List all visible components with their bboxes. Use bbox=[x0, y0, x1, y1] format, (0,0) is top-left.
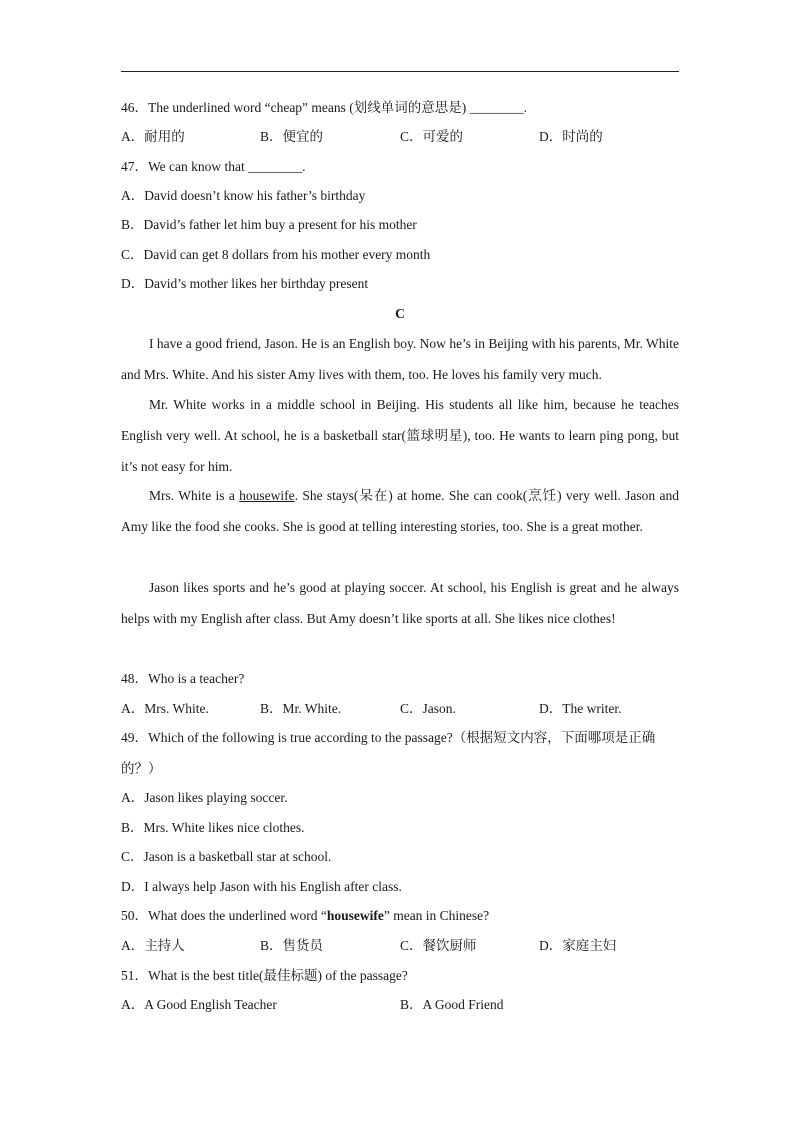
header-rule bbox=[121, 71, 679, 72]
passage-paragraph-3 bbox=[121, 480, 679, 542]
option-c[interactable]: C．可爱的 bbox=[400, 129, 464, 144]
question-47-option-a[interactable]: A．David doesn’t know his father’s birthday bbox=[121, 188, 366, 203]
question-47-stem: 47．We can know that ________. bbox=[121, 159, 306, 174]
question-46-stem: 46．The underlined word “cheap” means (划线单词的意思是) ________. bbox=[121, 100, 528, 115]
question-47-option-c[interactable]: C．David can get 8 dollars from his mother every month bbox=[121, 247, 431, 262]
question-50-stem-suffix: ” mean in Chinese? bbox=[383, 908, 490, 923]
option-b[interactable]: B．便宜的 bbox=[260, 129, 324, 144]
question-47-option-d[interactable]: D．David’s mother likes her birthday present bbox=[121, 276, 369, 291]
option-b[interactable]: B．售货员 bbox=[260, 938, 324, 953]
question-48-options bbox=[121, 700, 681, 718]
option-a[interactable]: A．主持人 bbox=[121, 938, 185, 953]
paragraph-3-prefix: Mrs. White is a bbox=[149, 488, 240, 503]
question-49-option-d[interactable]: D．I always help Jason with his English after class. bbox=[121, 879, 402, 894]
question-49-stem-line-2: 的？） bbox=[121, 761, 162, 776]
question-49-option-c[interactable]: C．Jason is a basketball star at school. bbox=[121, 849, 332, 864]
option-c[interactable]: C．Jason. bbox=[400, 701, 456, 716]
question-49-option-a[interactable]: A．Jason likes playing soccer. bbox=[121, 790, 288, 805]
option-a[interactable]: A．Mrs. White. bbox=[121, 701, 209, 716]
paragraph-3-suffix: . She stays(呆在) at home. She can cook(烹饪) very well. Jason and Amy like the food she cooks. She is good at telling interesting stories, too. She is a great mother. bbox=[121, 488, 679, 534]
question-47-option-b[interactable]: B．David’s father let him buy a present for his mother bbox=[121, 217, 417, 232]
option-c[interactable]: C．餐饮厨师 bbox=[400, 938, 477, 953]
question-50-stem bbox=[121, 907, 489, 925]
passage-paragraph-4: Jason likes sports and he’s good at playing soccer. At school, his English is great and he always helps with my English after class. But Amy doesn’t like sports at all. She likes nice clothes! bbox=[121, 580, 679, 626]
question-46-options bbox=[121, 128, 681, 146]
question-50-stem-prefix: 50．What does the underlined word “ bbox=[121, 908, 327, 923]
question-49-stem-line-1: 49．Which of the following is true according to the passage?（根据短文内容，下面哪项是正确 bbox=[121, 730, 656, 745]
question-51-stem: 51．What is the best title(最佳标题) of the passage? bbox=[121, 968, 408, 983]
question-51-options bbox=[121, 996, 681, 1014]
option-a[interactable]: A．A Good English Teacher bbox=[121, 997, 277, 1012]
question-49-option-b[interactable]: B．Mrs. White likes nice clothes. bbox=[121, 820, 305, 835]
question-50-options bbox=[121, 937, 681, 955]
option-a[interactable]: A．耐用的 bbox=[121, 129, 185, 144]
option-d[interactable]: D．家庭主妇 bbox=[539, 938, 617, 953]
option-d[interactable]: D．时尚的 bbox=[539, 129, 603, 144]
passage-heading: C bbox=[395, 306, 405, 321]
question-50-stem-bold: housewife bbox=[326, 908, 384, 923]
question-48-stem: 48．Who is a teacher? bbox=[121, 671, 245, 686]
option-b[interactable]: B．A Good Friend bbox=[400, 997, 504, 1012]
option-d[interactable]: D．The writer. bbox=[539, 701, 622, 716]
option-b[interactable]: B．Mr. White. bbox=[260, 701, 342, 716]
passage-paragraph-2: Mr. White works in a middle school in Beijing. His students all like him, because he teaches English very well. At school, he is a basketball star(篮球明星), too. He wants to learn ping pong, but it’s not easy for him. bbox=[121, 397, 679, 474]
passage-paragraph-1: I have a good friend, Jason. He is an English boy. Now he’s in Beijing with his parents, Mr. White and Mrs. White. And his sister Amy lives with them, too. He loves his family very much. bbox=[121, 336, 679, 382]
underlined-word-housewife: housewife bbox=[239, 488, 295, 503]
